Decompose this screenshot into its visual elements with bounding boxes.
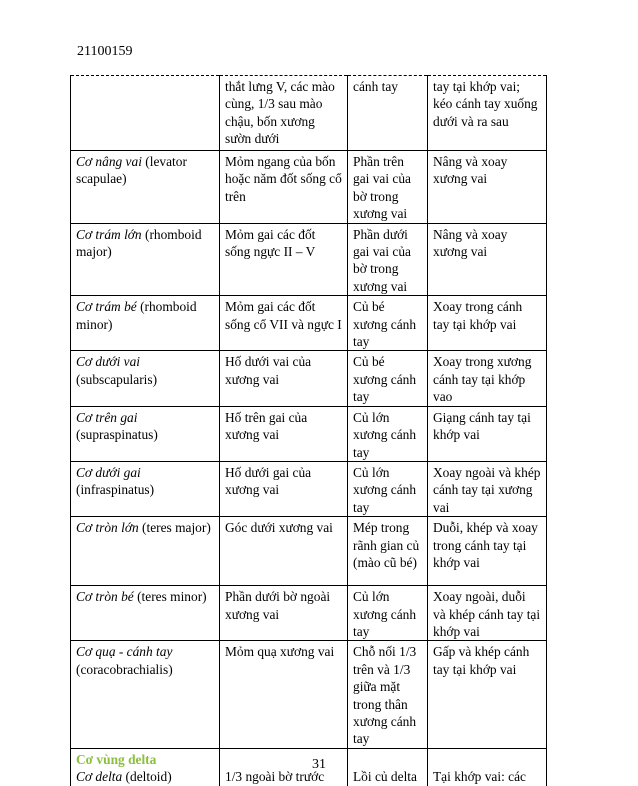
name-cell [71, 641, 220, 748]
table-row [71, 406, 547, 461]
insertion-cell: Phần trên gai vai của bờ trong xương vai [348, 151, 428, 224]
muscle-name: Cơ tròn bé [76, 589, 134, 605]
muscle-latin-name: (rhomboid minor) [76, 299, 197, 332]
muscle-latin-name: (deltoid) [122, 769, 172, 785]
muscle-name: Cơ dưới gai [76, 464, 141, 480]
action-cell: tay tại khớp vai; kéo cánh tay xuống dưới và ra sau [428, 76, 547, 151]
page-number: 31 [312, 757, 326, 772]
name-cell [71, 517, 220, 586]
insertion-cell: Phần dưới gai vai của bờ trong xương vai [348, 223, 428, 296]
insertion-cell: Chỗ nối 1/3 trên và 1/3 giữa mặt trong thân xương cánh tay [348, 641, 428, 748]
table-row [71, 296, 547, 351]
muscle-latin-name: (subscapularis) [76, 371, 158, 387]
insertion-cell: Mép trong rãnh gian củ (mào cũ bé) [348, 517, 428, 586]
action-cell: Xoay ngoài, duỗi và khép cánh tay tại khớp vai [428, 586, 547, 641]
insertion-cell: Củ lớn xương cánh tay [348, 586, 428, 641]
name-cell [71, 406, 220, 461]
name-cell [71, 151, 220, 224]
section-title: Cơ vùng delta [76, 751, 157, 767]
table-row [71, 151, 547, 224]
table-row [71, 351, 547, 406]
insertion-cell: Củ lớn xương cánh tay [348, 406, 428, 461]
action-cell: Nâng và xoay xương vai [428, 223, 547, 296]
muscle-name: Cơ trám lớn [76, 226, 142, 242]
muscle-latin-name: (teres minor) [133, 589, 207, 605]
origin-cell: Mỏm gai các đốt sống cổ VII và ngực I [220, 296, 348, 351]
action-cell: Xoay trong cánh tay tại khớp vai [428, 296, 547, 351]
muscle-latin-name: (infraspinatus) [76, 482, 155, 498]
muscle-name: Cơ delta [76, 769, 123, 785]
muscle-name: Cơ tròn lớn [76, 520, 139, 536]
name-cell [71, 351, 220, 406]
muscle-name: Cơ dưới vai [76, 354, 140, 370]
name-cell [71, 586, 220, 641]
muscle-latin-name: (supraspinatus) [76, 427, 158, 443]
insertion-cell: Củ lớn xương cánh tay [348, 461, 428, 516]
origin-text: 1/3 ngoài bờ trước [225, 769, 325, 785]
origin-cell: Phần dưới bờ ngoài xương vai [220, 586, 348, 641]
action-cell: Nâng và xoay xương vai [428, 151, 547, 224]
action-cell: Duỗi, khép và xoay trong cánh tay tại khớp vai [428, 517, 547, 586]
origin-cell: Góc dưới xương vai [220, 517, 348, 586]
action-cell: Xoay ngoài và khép cánh tay tại xương vai [428, 461, 547, 516]
origin-cell: Mỏm ngang của bốn hoặc năm đốt sống cổ trên [220, 151, 348, 224]
insertion-cell: Củ bé xương cánh tay [348, 296, 428, 351]
table-row-continued [71, 76, 547, 151]
name-cell [71, 461, 220, 516]
name-cell [71, 296, 220, 351]
muscle-name: Cơ quạ - cánh tay [76, 644, 173, 660]
insertion-text: Lồi củ delta [353, 769, 417, 785]
muscle-name: Cơ nâng vai [76, 154, 142, 169]
muscle-latin-name: (teres major) [138, 520, 211, 536]
insertion-cell: Củ bé xương cánh tay [348, 351, 428, 406]
action-cell: Gấp và khép cánh tay tại khớp vai [428, 641, 547, 748]
muscle-latin-name: (levator scapulae) [76, 154, 187, 187]
muscle-latin-name: (rhomboid major) [76, 226, 202, 260]
origin-cell: Hố dưới gai của xương vai [220, 461, 348, 516]
origin-cell: Mỏm quạ xương vai [220, 641, 348, 748]
document-id: 21100159 [77, 44, 133, 59]
origin-cell: Hố trên gai của xương vai [220, 406, 348, 461]
origin-cell: Hố dưới vai của xương vai [220, 351, 348, 406]
table-row [71, 461, 547, 516]
insertion-cell: cánh tay [348, 76, 428, 151]
name-cell [71, 223, 220, 296]
action-cell: Giạng cánh tay tại khớp vai [428, 406, 547, 461]
table-row [71, 586, 547, 641]
origin-cell: Mỏm gai các đốt sống ngực II – V [220, 223, 348, 296]
origin-cell: thắt lưng V, các mào cùng, 1/3 sau mào chậu, bốn xương sườn dưới [220, 76, 348, 151]
name-cell [71, 76, 220, 151]
muscle-name: Cơ trên gai [76, 409, 138, 425]
table-row [71, 517, 547, 586]
action-text: Tại khớp vai: các [433, 769, 526, 785]
muscle-latin-name: (coracobrachialis) [76, 661, 173, 677]
table-row [71, 641, 547, 748]
table-row [71, 223, 547, 296]
muscle-name: Cơ trám bé [76, 299, 137, 315]
muscle-table [70, 75, 546, 786]
action-cell: Xoay trong xương cánh tay tại khớp vao [428, 351, 547, 406]
